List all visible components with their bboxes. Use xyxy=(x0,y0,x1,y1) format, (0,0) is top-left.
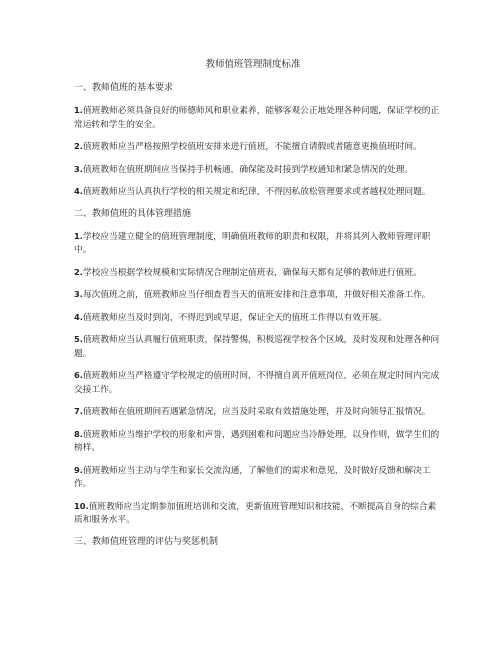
item-text: 值班教师应当严格遵守学校规定的值班时间，不得擅自离开值班岗位，必须在规定时间内完成交接工作。 xyxy=(74,371,440,395)
document-title: 教师值班管理制度标准 xyxy=(205,59,301,70)
item-number: 7. xyxy=(74,406,83,416)
section2-item-8 xyxy=(74,428,442,456)
section2-item-6 xyxy=(74,369,442,397)
item-number: 1. xyxy=(74,105,83,115)
item-text: 值班教师应当维护学校的形象和声誉，遇到困难和问题应当冷静处理，以身作则，做学生们的榜样。 xyxy=(74,429,440,453)
item-number: 8. xyxy=(74,428,83,439)
item-number: 6. xyxy=(74,370,83,380)
item-text: 值班教师应当严格按照学校值班安排来进行值班，不能擅自请假或者随意更换值班时间。 xyxy=(82,142,422,152)
item-number: 3. xyxy=(74,289,83,299)
item-text: 值班教师必须具备良好的师德师风和职业素养，能够客观公正地处理各种问题，保证学校的正常运转和学生的安全。 xyxy=(74,106,440,130)
section2-item-1 xyxy=(74,230,442,258)
section2-item-10 xyxy=(74,500,442,528)
item-text: 值班教师应当主动与学生和家长交流沟通，了解他们的需求和意见，及时做好反馈和解决工作。 xyxy=(74,465,431,489)
section2-item-5 xyxy=(74,333,442,361)
item-number: 9. xyxy=(74,464,83,475)
item-number: 2. xyxy=(74,141,83,151)
item-text: 值班教师应当定期参加值班培训和交流，更新值班管理知识和技能，不断提高自身的综合素质和服务水平。 xyxy=(74,501,437,525)
section1-item-3 xyxy=(74,163,442,178)
item-number: 4. xyxy=(74,186,83,196)
item-text: 学校应当建立健全的值班管理制度，明确值班教师的职责和权限，并将其列入教师管理评职中。 xyxy=(74,231,431,255)
section-heading-2: 二、教师值班的具体管理措施 xyxy=(74,208,192,219)
item-text: 值班教师在值班期间应当保持手机畅通，确保能及时接到学校通知和紧急情况的处理。 xyxy=(82,164,414,175)
section1-item-4 xyxy=(74,185,442,200)
item-number: 2. xyxy=(74,266,83,277)
section2-item-4 xyxy=(74,311,442,326)
section2-item-7 xyxy=(74,405,442,420)
item-number: 1. xyxy=(74,230,83,241)
item-text: 值班教师应当认真履行值班职责，保持警惕，积极巡视学校各个区域，及时发现和处理各种问题。 xyxy=(74,335,440,359)
section2-item-9 xyxy=(74,464,442,492)
item-number: 5. xyxy=(74,334,83,344)
item-text: 值班教师应当认真执行学校的相关规定和纪律，不得因私放松管理要求或者越权处理问题。 xyxy=(82,187,431,197)
item-text: 每次值班之前，值班教师应当仔细查看当天的值班安排和注意事项，并做好相关准备工作。 xyxy=(82,290,431,300)
item-text: 值班教师应当及时到岗，不得迟到或早退，保证全天的值班工作得以有效开展。 xyxy=(82,312,387,323)
section2-item-2 xyxy=(74,266,442,281)
section1-item-1 xyxy=(74,104,442,132)
section-heading-3: 三、教师值班管理的评估与奖惩机制 xyxy=(74,536,219,547)
section2-item-3 xyxy=(74,288,442,303)
section-heading-1: 一、教师值班的基本要求 xyxy=(74,83,174,93)
item-text: 学校应当根据学校规模和实际情况合理制定值班表，确保每天都有足够的教师进行值班。 xyxy=(82,267,422,278)
item-number: 3. xyxy=(74,163,83,174)
item-text: 值班教师在值班期间若遇紧急情况，应当及时采取有效措施处理，并及时向领导汇报情况。 xyxy=(82,407,431,417)
section1-item-2 xyxy=(74,140,442,155)
item-number: 4. xyxy=(74,311,83,322)
item-number: 10. xyxy=(74,500,89,511)
